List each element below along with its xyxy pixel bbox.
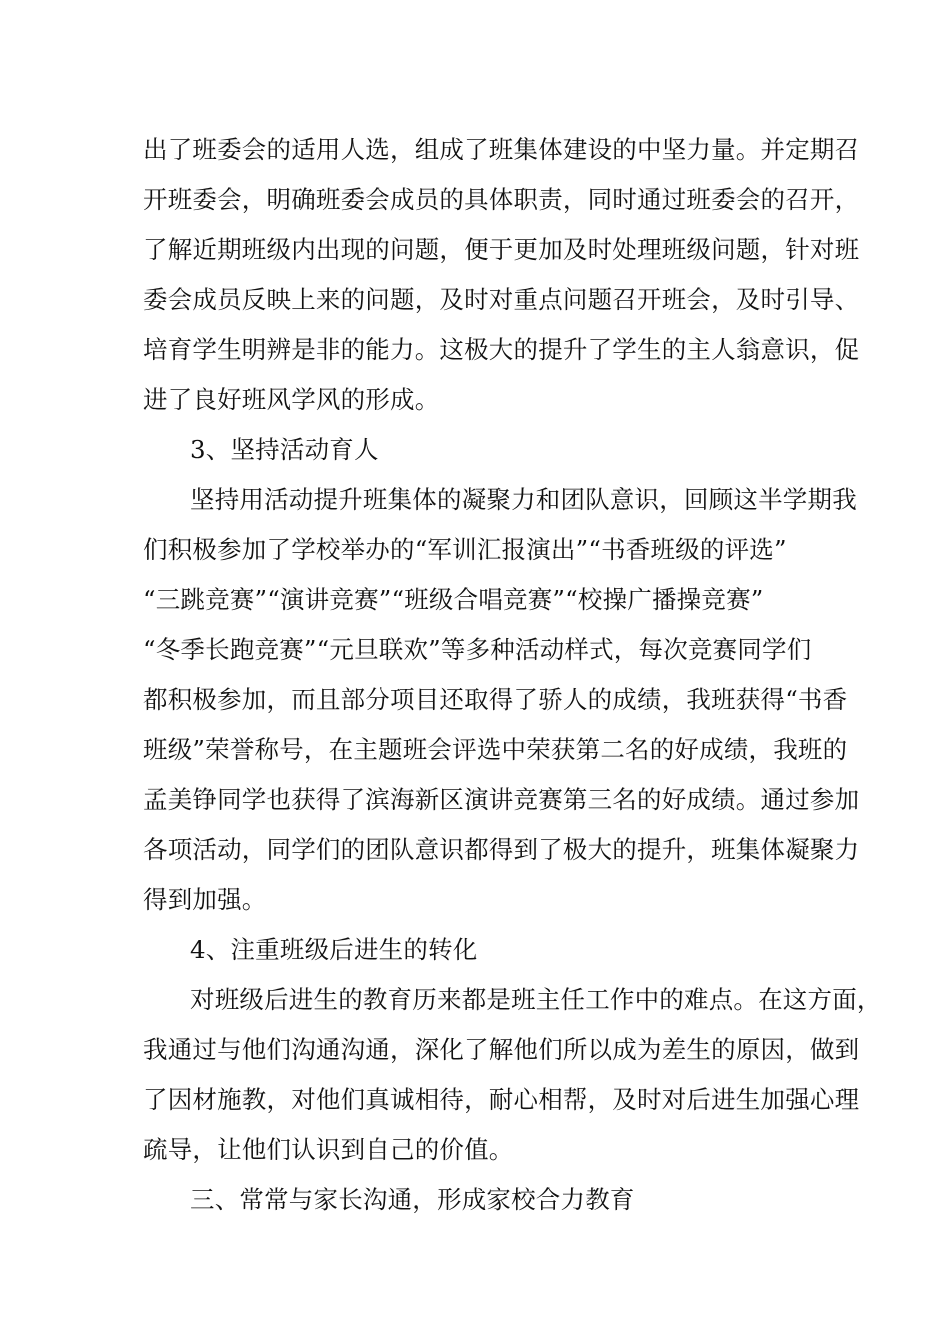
paragraph-line: 各项活动，同学们的团队意识都得到了极大的提升，班集体凝聚力 <box>143 835 860 864</box>
paragraph-line: 孟美铮同学也获得了滨海新区演讲竞赛第三名的好成绩。通过参加 <box>143 785 860 814</box>
paragraph-line: 委会成员反映上来的问题，及时对重点问题召开班会，及时引导、 <box>143 285 860 314</box>
paragraph-line: “三跳竞赛”“演讲竞赛”“班级合唱竞赛”“校操广播操竞赛” <box>143 585 764 614</box>
paragraph-line: 得到加强。 <box>143 885 267 914</box>
paragraph-line: 都积极参加，而且部分项目还取得了骄人的成绩，我班获得“书香 <box>143 685 848 714</box>
paragraph-line: 了解近期班级内出现的问题，便于更加及时处理班级问题，针对班 <box>143 235 860 264</box>
section-heading: 4、注重班级后进生的转化 <box>190 935 478 964</box>
paragraph-line: 坚持用活动提升班集体的凝聚力和团队意识，回顾这半学期我 <box>190 485 857 514</box>
paragraph-line: 对班级后进生的教育历来都是班主任工作中的难点。在这方面， <box>190 985 882 1014</box>
paragraph-line: 培育学生明辨是非的能力。这极大的提升了学生的主人翁意识，促 <box>143 335 860 364</box>
paragraph-line: 疏导，让他们认识到自己的价值。 <box>143 1135 514 1164</box>
paragraph-line: 班级”荣誉称号，在主题班会评选中荣获第二名的好成绩，我班的 <box>143 735 848 764</box>
paragraph-line: 开班委会，明确班委会成员的具体职责，同时通过班委会的召开， <box>143 185 860 214</box>
paragraph-line: 出了班委会的适用人选，组成了班集体建设的中坚力量。并定期召 <box>143 135 860 164</box>
paragraph-line: 我通过与他们沟通沟通，深化了解他们所以成为差生的原因，做到 <box>143 1035 860 1064</box>
paragraph-line: 了因材施教，对他们真诚相待，耐心相帮，及时对后进生加强心理 <box>143 1085 860 1114</box>
paragraph-line: “冬季长跑竞赛”“元旦联欢”等多种活动样式，每次竞赛同学们 <box>143 635 812 664</box>
section-heading: 三、常常与家长沟通，形成家校合力教育 <box>190 1185 635 1214</box>
paragraph-line: 进了良好班风学风的形成。 <box>143 385 440 414</box>
section-heading: 3、坚持活动育人 <box>190 435 379 464</box>
paragraph-line: 们积极参加了学校举办的“军训汇报演出”“书香班级的评选” <box>143 535 787 564</box>
